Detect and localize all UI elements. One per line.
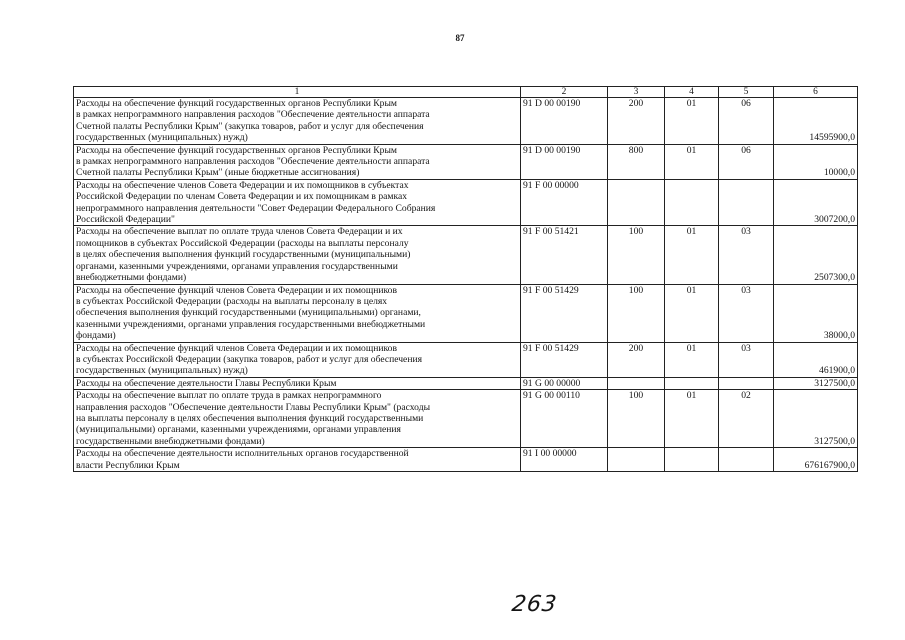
description-line: помощников в субъектах Российской Федерации (расходы на выплаты персоналу — [76, 237, 409, 249]
row-expense-type: 800 — [608, 144, 665, 179]
handwritten-page-mark: 263 — [510, 592, 559, 617]
table-row — [74, 448, 858, 472]
description-line: в субъектах Российской Федерации (расходы на выплаты персоналу в целях — [76, 295, 388, 307]
row-amount: 676167900,0 — [774, 448, 858, 472]
row-expense-type: 100 — [608, 284, 665, 342]
description-line: (муниципальными) органами, казенными учреждениями, органами управления — [76, 424, 401, 436]
row-section: 01 — [665, 144, 719, 179]
description-line: Счетной палаты Республики Крым" (закупка товаров, работ и услуг для обеспечения — [76, 120, 424, 132]
row-description — [74, 226, 521, 284]
table-header-row — [74, 87, 858, 98]
row-subsection: 03 — [719, 342, 774, 377]
row-expense-type: 200 — [608, 98, 665, 145]
description-line: Расходы на обеспечение выплат по оплате труда в рамках непрограммного — [76, 390, 382, 402]
description-line: государственных (муниципальных) нужд) — [76, 365, 248, 377]
row-amount: 3127500,0 — [774, 390, 858, 448]
row-code: 91 G 00 00110 — [521, 390, 608, 448]
description-line: непрограммного направления деятельности "Совет Федерации Федерального Собрания — [76, 202, 436, 214]
header-cell-1: 1 — [74, 87, 521, 98]
description-line: казенными учреждениями, органами управления государственными внебюджетными — [76, 318, 426, 330]
row-description — [74, 390, 521, 448]
description-line: в субъектах Российской Федерации (закупка товаров, работ и услуг для обеспечения — [76, 353, 422, 365]
row-subsection: 06 — [719, 144, 774, 179]
header-cell-3: 3 — [608, 87, 665, 98]
description-line: Расходы на обеспечение выплат по оплате труда членов Совета Федерации и их — [76, 226, 403, 238]
table-row — [74, 390, 858, 448]
row-amount: 3007200,0 — [774, 179, 858, 226]
row-code: 91 F 00 51429 — [521, 342, 608, 377]
description-line: Расходы на обеспечение функций государственных органов Республики Крым — [76, 144, 398, 156]
row-expense-type — [608, 448, 665, 472]
description-line: Расходы на обеспечение деятельности Главы Республики Крым — [76, 377, 337, 389]
row-section — [665, 377, 719, 389]
row-amount: 38000,0 — [774, 284, 858, 342]
row-subsection: 03 — [719, 226, 774, 284]
description-line: Российской Федерации по членам Совета Федерации и их помощникам в рамках — [76, 191, 408, 203]
description-line: государственных (муниципальных) нужд) — [76, 132, 248, 144]
budget-table — [73, 86, 858, 472]
row-amount: 10000,0 — [774, 144, 858, 179]
description-line: власти Республики Крым — [76, 459, 180, 471]
description-line: Расходы на обеспечение деятельности исполнительных органов государственной — [76, 448, 409, 460]
description-line: в рамках непрограммного направления расходов "Обеспечение деятельности аппарата — [76, 109, 430, 121]
row-subsection: 03 — [719, 284, 774, 342]
row-code: 91 D 00 00190 — [521, 144, 608, 179]
header-cell-4: 4 — [665, 87, 719, 98]
row-expense-type: 200 — [608, 342, 665, 377]
description-line: обеспечения выполнения функций государственными (муниципальными) органами, — [76, 307, 421, 319]
table-row — [74, 98, 858, 145]
row-subsection: 02 — [719, 390, 774, 448]
row-description — [74, 377, 521, 389]
table-row — [74, 144, 858, 179]
header-cell-5: 5 — [719, 87, 774, 98]
row-subsection — [719, 179, 774, 226]
row-code: 91 I 00 00000 — [521, 448, 608, 472]
row-code: 91 G 00 00000 — [521, 377, 608, 389]
row-subsection — [719, 377, 774, 389]
description-line: на выплаты персоналу в целях обеспечения выполнения функций государственными — [76, 412, 424, 424]
row-expense-type: 100 — [608, 226, 665, 284]
row-subsection — [719, 448, 774, 472]
header-cell-2: 2 — [521, 87, 608, 98]
row-section — [665, 179, 719, 226]
row-amount: 2507300,0 — [774, 226, 858, 284]
description-line: государственными внебюджетными фондами) — [76, 435, 265, 447]
row-expense-type — [608, 179, 665, 226]
description-line: Расходы на обеспечение функций членов Совета Федерации и их помощников — [76, 342, 397, 354]
row-amount: 461900,0 — [774, 342, 858, 377]
row-description — [74, 144, 521, 179]
row-amount: 14595900,0 — [774, 98, 858, 145]
description-line: фондами) — [76, 330, 116, 342]
row-code: 91 F 00 51429 — [521, 284, 608, 342]
row-section: 01 — [665, 390, 719, 448]
row-section: 01 — [665, 342, 719, 377]
row-description — [74, 98, 521, 145]
description-line: Расходы на обеспечение функций государственных органов Республики Крым — [76, 98, 398, 109]
row-description — [74, 284, 521, 342]
row-section: 01 — [665, 284, 719, 342]
row-section: 01 — [665, 98, 719, 145]
table-row — [74, 377, 858, 389]
row-description — [74, 448, 521, 472]
description-line: внебюджетными фондами) — [76, 272, 187, 284]
row-description — [74, 342, 521, 377]
row-expense-type: 100 — [608, 390, 665, 448]
table-row — [74, 284, 858, 342]
description-line: направления расходов "Обеспечение деятельности Главы Республики Крым" (расходы — [76, 401, 431, 413]
row-code: 91 D 00 00190 — [521, 98, 608, 145]
row-code: 91 F 00 51421 — [521, 226, 608, 284]
row-amount: 3127500,0 — [774, 377, 858, 389]
row-code: 91 F 00 00000 — [521, 179, 608, 226]
page-number: 87 — [455, 33, 465, 43]
description-line: в рамках непрограммного направления расходов "Обеспечение деятельности аппарата — [76, 156, 430, 168]
table-row — [74, 342, 858, 377]
row-section: 01 — [665, 226, 719, 284]
table-row — [74, 226, 858, 284]
row-subsection: 06 — [719, 98, 774, 145]
row-expense-type — [608, 377, 665, 389]
header-cell-6: 6 — [774, 87, 858, 98]
table-row — [74, 179, 858, 226]
description-line: Российской Федерации" — [76, 214, 175, 226]
row-description — [74, 179, 521, 226]
description-line: Расходы на обеспечение членов Совета Федерации и их помощников в субъектах — [76, 179, 409, 191]
description-line: в целях обеспечения выполнения функций государственными (муниципальными) — [76, 249, 411, 261]
row-section — [665, 448, 719, 472]
description-line: Расходы на обеспечение функций членов Совета Федерации и их помощников — [76, 284, 397, 296]
description-line: органами, казенными учреждениями, органами управления государственными — [76, 260, 398, 272]
description-line: Счетной палаты Республики Крым" (иные бюджетные ассигнования) — [76, 167, 360, 179]
